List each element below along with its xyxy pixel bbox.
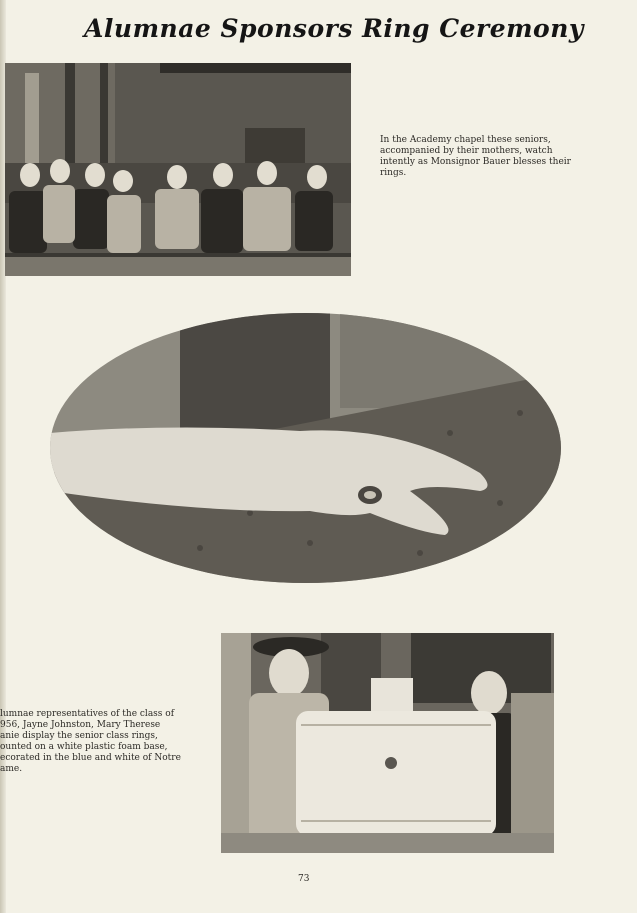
caption-line: ame.	[0, 764, 23, 774]
page-title: Alumnae Sponsors Ring Ceremony	[84, 14, 584, 43]
ring-display-caption	[0, 709, 196, 775]
caption-line: lumnae representatives of the class of	[0, 709, 175, 719]
caption-line: intently as Monsignor Bauer blesses their	[380, 157, 571, 167]
caption-line: accompanied by their mothers, watch	[380, 146, 553, 156]
caption-line: In the Academy chapel these seniors,	[380, 135, 551, 145]
caption-line: 956, Jayne Johnston, Mary Therese	[0, 720, 161, 730]
chapel-caption	[380, 135, 580, 179]
chapel-photo	[5, 63, 351, 276]
caption-line: ounted on a white plastic foam base,	[0, 742, 168, 752]
caption-line: ecorated in the blue and white of Notre	[0, 753, 181, 763]
ring-hand-photo	[50, 313, 561, 583]
ring-display-photo	[221, 633, 554, 853]
page-number: 73	[298, 874, 310, 884]
caption-line: rings.	[380, 168, 407, 178]
caption-line: anie display the senior class rings,	[0, 731, 158, 741]
